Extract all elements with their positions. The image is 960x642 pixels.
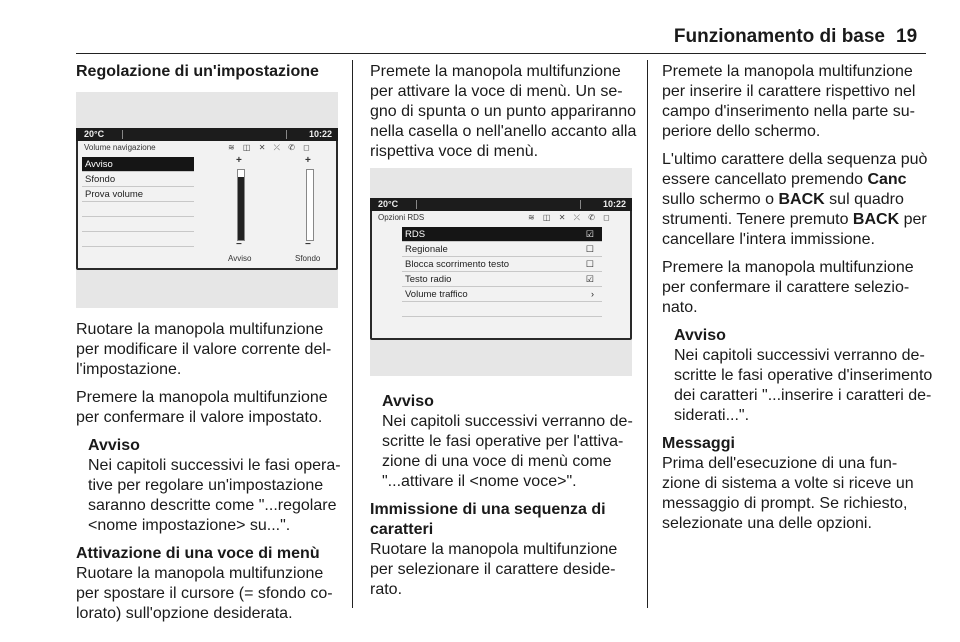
page-number: 19 <box>896 26 918 47</box>
slider-label-avviso: Avviso <box>228 254 252 263</box>
slider-fill <box>238 177 244 240</box>
section-heading-adjust: Regolazione di un'impostazione <box>76 63 319 80</box>
header-rule <box>76 53 926 54</box>
note-title: Avviso <box>88 437 140 454</box>
display-screen <box>370 198 632 340</box>
paragraph: Premere la manopola multifunzione per confermare il valore impostato. <box>76 389 328 426</box>
list-item[interactable]: Regionale ☐ <box>402 242 602 257</box>
column-1-body <box>76 320 348 624</box>
paragraph: Ruotare la manopola multifunzione per selezionare il carattere deside- rato. <box>370 541 618 598</box>
paragraph: Ruotare la manopola multifunzione per modificare il valore corrente del- l'impostazione. <box>76 321 332 378</box>
volume-slider-sfondo[interactable] <box>306 169 314 241</box>
list-item[interactable]: Prova volume <box>82 187 194 202</box>
status-bar <box>370 198 632 211</box>
volume-slider-avviso[interactable] <box>237 169 245 241</box>
paragraph: Premete la manopola multifunzione per attivare la voce di menù. Un se- gno di spunta o un punto appariranno nella casella o nell'anello accanto alla rispettiva voce di menù. <box>370 63 637 160</box>
running-header-title: Funzionamento di base <box>673 26 885 47</box>
checkbox-icon: ☑ <box>585 229 594 239</box>
column-1 <box>76 62 346 82</box>
temperature-readout: 20°C <box>378 199 399 209</box>
column-3 <box>662 62 934 534</box>
checkbox-icon: ☐ <box>585 259 594 269</box>
temperature-readout: 20°C <box>84 129 105 139</box>
chevron-right-icon: › <box>591 289 594 299</box>
clock-readout: 10:22 <box>308 129 332 139</box>
status-icons: ≋ ◫ ✕ ⤫ ✆ ◻ <box>228 143 313 152</box>
list-item[interactable]: Blocca scorrimento testo ☐ <box>402 257 602 272</box>
note-box: Avviso Nei capitoli successivi le fasi opera- tive per regolare un'impostazione saranno descritte come "...regolare <nome impostazione> su...". <box>76 436 348 536</box>
key-back: BACK <box>852 211 900 228</box>
slider-plus-label: + <box>305 155 311 166</box>
checkbox-icon: ☑ <box>585 274 594 284</box>
screen-body <box>372 211 630 338</box>
clock-readout: 10:22 <box>602 199 626 209</box>
list-item[interactable] <box>82 202 194 217</box>
key-canc: Canc <box>867 171 907 188</box>
column-divider-2 <box>647 60 648 608</box>
list-item[interactable] <box>82 232 194 247</box>
column-divider-1 <box>352 60 353 608</box>
paragraph: Ruotare la manopola multifunzione per spostare il cursore (= sfondo co- lorato) sull'opzione desiderata. <box>76 565 333 622</box>
paragraph: L'ultimo carattere della sequenza può essere cancellato premendo Canc sullo schermo o BACK sul quadro strumenti. Tenere premuto BACK per cancellare l'intera immissione. <box>662 151 928 248</box>
paragraph: Premete la manopola multifunzione per inserire il carattere rispettivo nel campo d'inserimento nella parte su- periore dello schermo. <box>662 63 916 140</box>
column-2-body <box>370 392 642 600</box>
screenshot-volume-settings <box>76 92 338 308</box>
status-bar <box>76 128 338 141</box>
list-item[interactable]: Avviso <box>82 157 194 172</box>
screen-subtitle: Volume navigazione <box>84 143 156 152</box>
slider-label-sfondo: Sfondo <box>295 254 321 263</box>
column-2 <box>370 62 642 162</box>
screen-subtitle: Opzioni RDS <box>378 213 425 222</box>
section-heading-sequence: Immissione di una sequenza di caratteri <box>370 501 606 538</box>
key-back: BACK <box>778 191 825 208</box>
status-icons: ≋ ◫ ✕ ⤫ ✆ ◻ <box>528 213 613 222</box>
list-item[interactable]: RDS ☑ <box>402 227 602 242</box>
list-item[interactable]: Sfondo <box>82 172 194 187</box>
note-title: Avviso <box>382 393 434 410</box>
paragraph: Prima dell'esecuzione di una fun- zione di sistema a volte si riceve un messaggio di prompt. Se richiesto, selezionate una delle opzioni. <box>662 455 914 532</box>
section-heading-activate: Attivazione di una voce di menù <box>76 545 320 562</box>
note-title: Avviso <box>674 327 726 344</box>
note-box: Avviso Nei capitoli successivi verranno de- scritte le fasi operative d'inserimento dei caratteri "...inserire i caratteri de- siderati...". <box>674 327 933 424</box>
list-item[interactable]: Volume traffico › <box>402 287 602 302</box>
paragraph: Premere la manopola multifunzione per confermare il carattere selezio- nato. <box>662 259 914 316</box>
section-heading-messages: Messaggi <box>662 435 735 452</box>
list-item[interactable] <box>402 302 602 317</box>
slider-minus-label: − <box>305 239 311 250</box>
note-box: Avviso Nei capitoli successivi verranno de- scritte le fasi operative per l'attiva- zione di una voce di menù come "...attivare il <nome voce>". <box>370 392 642 492</box>
screen-body <box>78 141 336 268</box>
screenshot-rds-options <box>370 168 632 376</box>
checkbox-icon: ☐ <box>585 244 594 254</box>
slider-plus-label: + <box>236 155 242 166</box>
display-screen <box>76 128 338 270</box>
list-item[interactable] <box>82 217 194 232</box>
list-item[interactable]: Testo radio ☑ <box>402 272 602 287</box>
slider-minus-label: − <box>236 239 242 250</box>
